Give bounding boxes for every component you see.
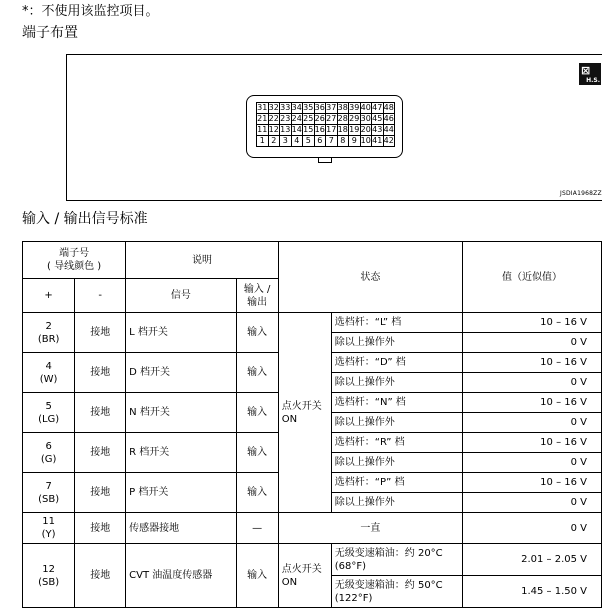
ignition-cell [278,544,331,608]
connector-pin: 29 [349,114,360,123]
connector-pin: 39 [349,103,360,112]
connector-pin: 27 [326,114,337,123]
wire-color: (BR) [37,333,60,345]
io-cell: 输入 [236,393,278,433]
section-heading-terminal-layout: 端子布置 [22,25,78,41]
connector-pin: 17 [326,125,337,134]
value-cell: 0 V [463,513,602,544]
pin-row [257,103,395,114]
io-cell: 输入 [236,544,278,608]
header-io [236,279,278,313]
header-terminal-label: 端子号 [59,248,90,259]
header-io-line1: 输入 / [243,283,271,295]
condition-cell: 除以上操作外 [331,373,462,393]
terminal-number: 2 [45,320,52,332]
connector-pin: 32 [268,103,279,112]
terminal-number: 6 [45,440,52,452]
condition-text: 无级变速箱油：约 20°C [334,547,443,559]
connector-tab [318,158,332,163]
io-cell: — [236,513,278,544]
condition-cell: 选档杆：“N” 档 [331,393,462,413]
connector-pin: 3 [280,136,292,147]
connector-pin: 12 [268,125,279,134]
connector-pin: 6 [314,136,326,147]
condition-cell: 选档杆：“P” 档 [331,473,462,493]
terminal-cell [23,393,75,433]
value-cell: 2.01 – 2.05 V [463,544,602,576]
io-cell: 输入 [236,353,278,393]
condition-cell-always: 一直 [278,513,462,544]
ignition-label: 点火开关 [281,400,322,412]
ignition-label: 点火开关 [281,563,322,575]
connector-pin: 42 [383,136,394,145]
minus-cell: 接地 [75,473,126,513]
connector-pin: 36 [314,103,325,112]
signal-cell: CVT 油温度传感器 [126,544,236,608]
value-cell: 10 – 16 V [463,473,602,493]
condition-cell: 选档杆：“L” 档 [331,313,462,333]
header-terminal [23,242,126,279]
header-io-line2: 输出 [247,296,268,308]
minus-cell: 接地 [75,353,126,393]
minus-cell: 接地 [75,313,126,353]
connector-pin: 9 [349,136,361,147]
condition-text-sub: (68°F) [334,560,367,572]
connector-pin: 1 [257,136,269,147]
value-cell: 10 – 16 V [463,433,602,453]
connector-pin: 4 [291,136,303,147]
value-cell: 10 – 16 V [463,353,602,373]
ignition-on: ON [281,413,298,425]
connector-pin: 11 [257,125,268,134]
header-value: 值（近似值） [463,242,602,313]
connector-pin: 38 [337,103,348,112]
terminal-cell [23,313,75,353]
connector-pin: 26 [314,114,325,123]
connector-pin: 34 [291,103,302,112]
minus-cell: 接地 [75,393,126,433]
connector-pin: 13 [280,125,291,134]
minus-cell: 接地 [75,544,126,608]
condition-cell: 除以上操作外 [331,333,462,353]
condition-cell: 选档杆：“D” 档 [331,353,462,373]
signal-cell: N 档开关 [126,393,236,433]
condition-text-sub: (122°F) [334,592,373,604]
io-signal-table [22,241,602,608]
io-cell: 输入 [236,433,278,473]
connector-pin: 35 [303,103,314,112]
connector-pin: 23 [280,114,291,123]
terminal-number: 7 [45,480,52,492]
value-cell: 1.45 – 1.50 V [463,576,602,608]
io-cell: 输入 [236,473,278,513]
header-terminal-sub: ( 导线颜色 ) [47,261,102,272]
connector-pin: 25 [303,114,314,123]
terminal-cell [23,353,75,393]
signal-cell: D 档开关 [126,353,236,393]
header-desc: 说明 [126,242,279,279]
value-cell: 10 – 16 V [463,313,602,333]
ignition-cell [278,313,331,513]
signal-cell: 传感器接地 [126,513,236,544]
connector-pin: 43 [372,125,383,134]
value-cell: 0 V [463,453,602,473]
pin-row [257,114,395,125]
connector-pin: 22 [268,114,279,123]
connector-pin: 21 [257,114,268,123]
value-cell: 0 V [463,373,602,393]
connector-pin: 24 [291,114,302,123]
header-signal: 信号 [126,279,236,313]
connector-pin: 48 [383,103,394,112]
connector-pin: 33 [280,103,291,112]
terminal-number: 4 [45,360,52,372]
terminal-number: 5 [45,400,52,412]
condition-cell: 除以上操作外 [331,453,462,473]
condition-text: 无级变速箱油：约 50°C [334,579,443,591]
hs-label: H.S. [586,77,600,84]
connector-pin: 19 [349,125,360,134]
wire-color: (SB) [38,493,60,505]
signal-cell: L 档开关 [126,313,236,353]
value-cell: 0 V [463,413,602,433]
value-cell: 10 – 16 V [463,393,602,413]
condition-cell: 选档杆：“R” 档 [331,433,462,453]
pin-row [257,136,395,147]
pin-row [257,125,395,136]
connector-pin: 15 [303,125,314,134]
connector-pin-grid [256,102,395,147]
value-cell: 0 V [463,493,602,513]
connector-pin: 2 [268,136,280,147]
connector-pin: 16 [314,125,325,134]
connector-glyph: ⊠ [581,64,591,77]
connector-pin: 28 [337,114,348,123]
header-condition: 状态 [278,242,462,313]
connector-pin: 7 [326,136,338,147]
connector-pin: 18 [337,125,348,134]
hs-icon [579,63,601,85]
minus-cell: 接地 [75,513,126,544]
figure-code: JSDIA1968ZZ [560,190,602,197]
connector-pin: 10 [360,136,371,145]
connector-pin: 20 [360,125,371,134]
condition-cell [331,576,462,608]
connector-pin: 37 [326,103,337,112]
connector-pin: 31 [257,103,268,112]
minus-cell: 接地 [75,433,126,473]
condition-cell: 除以上操作外 [331,493,462,513]
wire-color: (W) [39,373,58,385]
section-heading-io: 输入 / 输出信号标准 [22,211,148,227]
connector-pin: 44 [383,125,394,134]
terminal-cell [23,513,75,544]
terminal-cell [23,473,75,513]
ignition-on: ON [281,576,298,588]
wire-color: (G) [40,453,57,465]
value-cell: 0 V [463,333,602,353]
wire-color: (Y) [41,529,56,540]
connector-pin: 5 [303,136,315,147]
header-minus: - [75,279,126,313]
connector-pin: 47 [372,103,383,112]
connector-pin: 41 [372,136,383,145]
connector-pin: 30 [360,114,371,123]
connector-pin: 40 [360,103,371,112]
terminal-cell [23,544,75,608]
connector-pin: 8 [337,136,349,147]
condition-cell [331,544,462,576]
terminal-cell [23,433,75,473]
wire-color: (LG) [38,413,60,425]
connector-outline [246,95,403,158]
signal-cell: R 档开关 [126,433,236,473]
connector-pin: 46 [383,114,394,123]
header-plus: + [23,279,75,313]
condition-cell: 除以上操作外 [331,413,462,433]
terminal-number: 11 [42,516,55,527]
footnote: *：不使用该监控项目。 [22,4,159,19]
signal-cell: P 档开关 [126,473,236,513]
connector-pin: 14 [291,125,302,134]
io-cell: 输入 [236,313,278,353]
terminal-number: 12 [42,563,55,575]
wire-color: (SB) [38,576,60,588]
connector-pin: 45 [372,114,383,123]
